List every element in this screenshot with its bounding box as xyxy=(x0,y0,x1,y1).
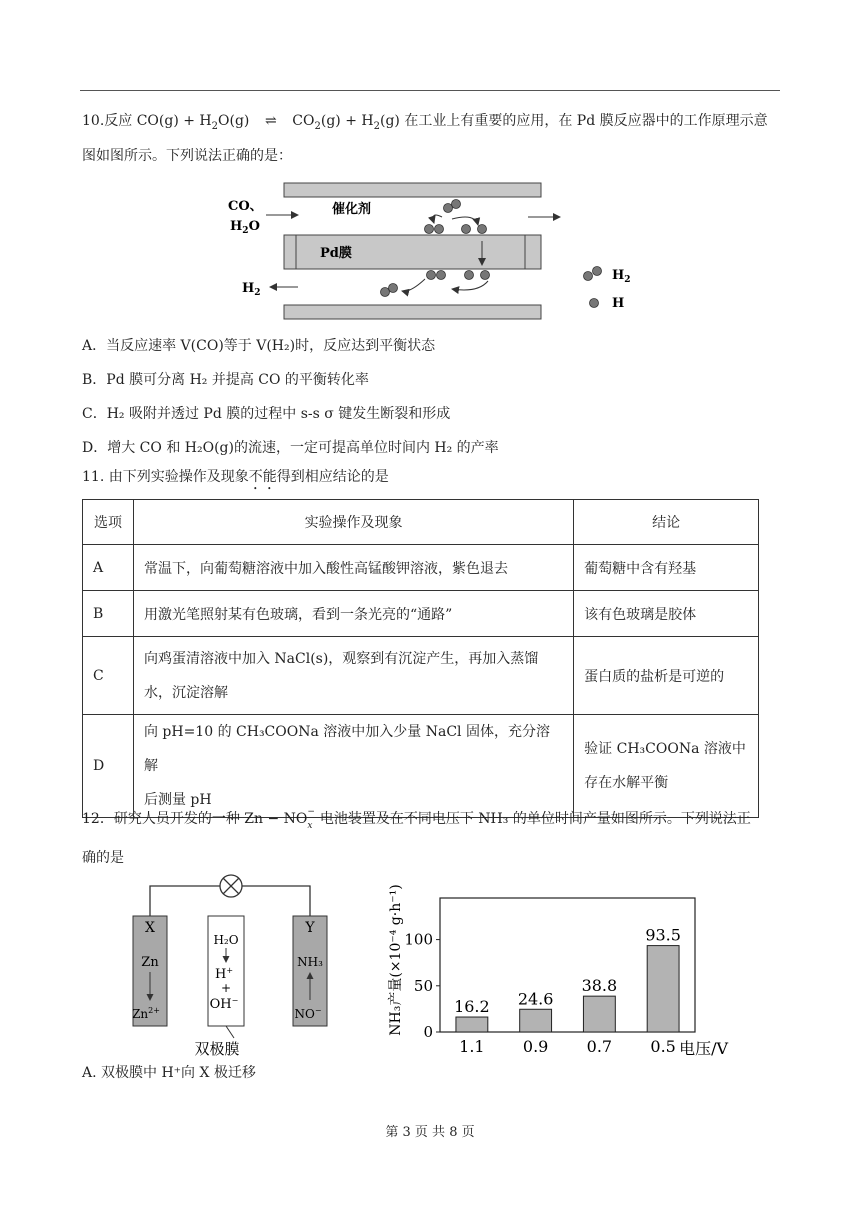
chart-x-label: 电压/V xyxy=(679,1039,729,1058)
zn-nox-formula: Zn − NO − x xyxy=(244,807,315,831)
svg-text:X: X xyxy=(145,920,155,936)
svg-text:Y: Y xyxy=(305,920,315,936)
bar-value-label: 93.5 xyxy=(645,925,681,945)
inlet-label-co: CO、 xyxy=(228,199,263,214)
q10-option-c: C．H₂ 吸附并透过 Pd 膜的过程中 s-s σ 键发生断裂和形成 xyxy=(82,406,451,422)
q10-stem-line1: 10.反应 $CO(g) + H_2O(g)$ ⇌ $CO_2(g) + H_2(g)$ 在工业上有重要的应用，在 Pd 膜反应器中的工作原理示意 xyxy=(82,113,768,132)
pd-membrane-reactor-diagram xyxy=(220,175,640,325)
catalyst-label: 催化剂 xyxy=(332,202,372,217)
bar-value-label: 38.8 xyxy=(581,976,618,996)
q12-stem-line1: 12．研究人员开发的一种 Zn − NO − x 电池装置及在不同电压下 NH₃ 的单位时间产量如图所示。下列说法正 xyxy=(82,807,751,831)
table-row xyxy=(83,637,759,715)
row-operation: 常温下，向葡萄糖溶液中加入酸性高锰酸钾溶液，紫色退去 xyxy=(133,545,573,591)
inlet-label-h2o: $H_2O$ xyxy=(230,219,260,236)
bipolar-membrane-caption: 双极膜 xyxy=(194,1040,240,1058)
q10-option-d: D．增大 CO 和 H₂O(g)的流速，一定可提高单位时间内 H₂ 的产率 xyxy=(82,440,499,456)
x-tick-label: 0.5 xyxy=(650,1037,676,1056)
row-operation: 向鸡蛋清溶液中加入 NaCl(s)，观察到有沉淀产生，再加入蒸馏 水，沉淀溶解 xyxy=(133,637,573,715)
row-conclusion: 验证 CH₃COONa 溶液中 存在水解平衡 xyxy=(574,715,759,818)
row-option: B xyxy=(83,591,134,637)
row-option: C xyxy=(83,637,134,715)
svg-text:NO−: NO− xyxy=(294,1006,322,1021)
row-conclusion: 该有色玻璃是胶体 xyxy=(574,591,759,637)
row-conclusion: 葡萄糖中含有羟基 xyxy=(574,545,759,591)
h2-outlet-label: $H_2$ xyxy=(242,281,261,298)
q11-stem: 11. 由下列实验操作及现象不能得到相应结论的是 xyxy=(82,469,389,485)
y-tick-label: 0 xyxy=(423,1023,433,1041)
svg-text:H+: H+ xyxy=(214,966,234,982)
q12-stem-line2: 确的是 xyxy=(82,850,124,866)
bar xyxy=(647,946,679,1032)
header-option: 选项 xyxy=(83,500,134,545)
header-rule xyxy=(80,90,780,91)
legend-h-label: H xyxy=(612,296,625,311)
battery-cell-diagram xyxy=(120,872,360,1060)
x-tick-label: 0.7 xyxy=(586,1037,613,1056)
membrane-label: Pd膜 xyxy=(320,246,352,261)
svg-text:Zn: Zn xyxy=(141,955,159,970)
row-option: D xyxy=(83,715,134,818)
row-conclusion: 蛋白质的盐析是可逆的 xyxy=(574,637,759,715)
reactor-bottom-wall xyxy=(284,305,541,319)
table-row xyxy=(83,545,759,591)
table-row xyxy=(83,591,759,637)
svg-text:Zn2+: $Zn^{2+}$ xyxy=(132,1006,160,1021)
q10-stem-line2: 图如图所示。下列说法正确的是： xyxy=(82,148,292,164)
bar xyxy=(583,996,615,1032)
page-footer: 第 3 页 共 8 页 xyxy=(385,1125,475,1140)
equilibrium-arrow-icon: ⇌ xyxy=(264,113,277,129)
header-conclusion: 结论 xyxy=(574,500,759,545)
chart-y-label: NH₃产量(×10⁻⁴ g·h⁻¹) xyxy=(388,884,404,1036)
q12-option-a: A. 双极膜中 H⁺向 X 极迁移 xyxy=(82,1065,256,1081)
legend-h2-label: $H_2$ xyxy=(612,268,631,285)
row-operation: 向 pH=10 的 CH₃COONa 溶液中加入少量 NaCl 固体，充分溶解 后测量 pH xyxy=(133,715,573,818)
svg-text:NH₃: NH₃ xyxy=(297,955,323,969)
x-tick-label: 0.9 xyxy=(522,1037,549,1056)
q10-option-a: A．当反应速率 V(CO)等于 V(H₂)时，反应达到平衡状态 xyxy=(82,338,436,354)
h-atoms-bottom xyxy=(381,271,490,297)
svg-text:+: + xyxy=(220,981,232,995)
bar-value-label: 16.2 xyxy=(454,997,490,1017)
x-tick-label: 1.1 xyxy=(459,1037,485,1056)
y-tick-label: 50 xyxy=(413,976,433,995)
bar xyxy=(520,1009,552,1032)
reactor-top-wall xyxy=(284,183,541,197)
header-operation: 实验操作及现象 xyxy=(133,500,573,545)
svg-text:OH−: OH− xyxy=(209,996,239,1012)
bar xyxy=(456,1017,488,1032)
table-row xyxy=(83,715,759,818)
row-operation: 用激光笔照射某有色玻璃，看到一条光亮的“通路” xyxy=(133,591,573,637)
row-option: A xyxy=(83,545,134,591)
table-header-row xyxy=(83,500,759,545)
q10-option-b: B．Pd 膜可分离 H₂ 并提高 CO 的平衡转化率 xyxy=(82,372,369,388)
diagram-legend xyxy=(584,267,631,312)
q11-table xyxy=(82,499,759,818)
nh3-yield-bar-chart xyxy=(380,880,730,1060)
svg-text:H₂O: H₂O xyxy=(213,933,239,947)
bar-value-label: 24.6 xyxy=(517,989,554,1009)
emphasis-not: 不能 xyxy=(248,469,277,485)
y-tick-label: 100 xyxy=(404,930,433,949)
